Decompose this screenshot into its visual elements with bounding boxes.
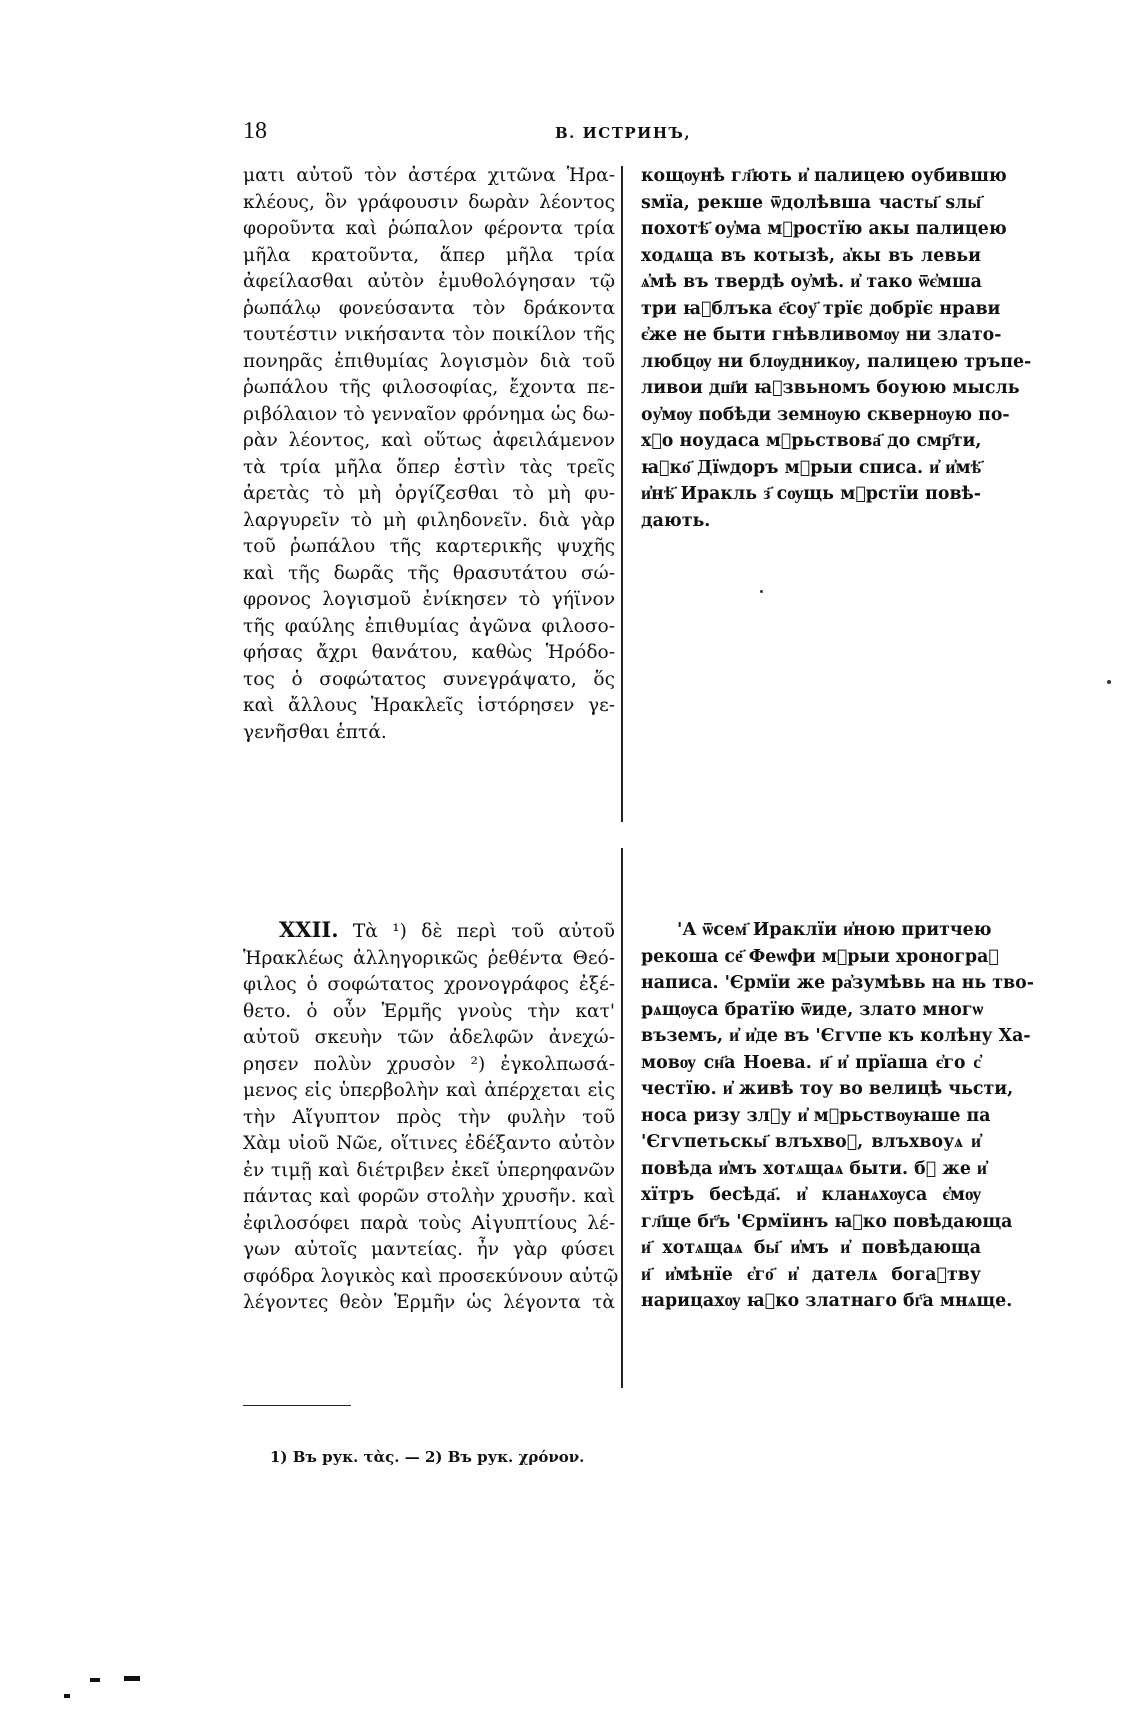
text-line: τῆς φαύλης ἐπιθυμίας ἀγῶνα φιλοσο-	[243, 615, 615, 637]
text-line: похотѣ҃ оу҆ма мⷣростїю акы палицею	[641, 219, 1007, 239]
running-head: В. ИСТРИНЪ,	[555, 124, 692, 142]
text-line: є҆же не быти гнѣвливомѹ ни злато-	[641, 325, 1002, 345]
text-line: мовѹ сн҃а Ноева. и҃ и҆ прїаша є҆го с҆	[641, 1052, 981, 1073]
page-number: 18	[243, 118, 267, 144]
text-line: и҆нѣ҃ Иракль з҃ сѹщь мⷣрстїи повѣ-	[641, 484, 981, 504]
text-line: τος ὁ σοφώτατος συνεγράψατο, ὅς	[243, 668, 615, 690]
text-line: ῥωπάλου τῆς φιλοσοφίας, ἔχοντα πε-	[243, 377, 615, 398]
text-line: повѣда и҆мъ хотѧщаѧ быти. бⷭ же и҆	[641, 1158, 987, 1179]
text-line: 'Єгѵпетьскы҃ влъхвоⷨ, влъхвоуѧ и҆	[641, 1132, 981, 1152]
text-line: рекоша се҃ Феѡфи мⷣрыи хронограⷪ	[641, 946, 999, 967]
text-line: ἐν τιμῇ καὶ διέτριβεν ἐκεῖ ὑπερηφανῶν	[243, 1159, 615, 1181]
greek-column-top	[243, 163, 615, 746]
section-first-line	[243, 917, 615, 946]
text-line: ꙗ҆ко҃ Дїѡдоръ мⷣрыи списа. и҆ и҆мѣ҃	[641, 457, 981, 478]
text-line: честїю. и҆ живѣ тоу во велицѣ чьсти,	[641, 1079, 1014, 1099]
text-line: ѕмїа, рекше ѿдолѣвша часты҃ ѕлы҃	[641, 192, 981, 213]
text-line: кощѹнѣ гл҃ють и҆ палицею оубившю	[641, 166, 1007, 186]
scan-speck	[64, 1694, 70, 1698]
text-line: μῆλα κρατοῦντα, ἅπερ μῆλα τρία	[243, 244, 615, 266]
scan-speck	[1107, 680, 1111, 684]
text-line: λέγοντες θεὸν Ἑρμῆν ὡς λέγοντα τὰ	[243, 1292, 615, 1313]
text-line: рѧщѹса братїю ѿиде, злато многѡ	[641, 999, 984, 1020]
text-line: любцѹ ни блѹдникѹ, палицею тръпе-	[641, 351, 1032, 372]
text-line: ριβόλαιον τὸ γενναῖον φρόνημα ὡς δω-	[243, 403, 615, 425]
text-line: φήσας ἄχρι θανάτου, καθὼς Ἡρόδο-	[243, 642, 615, 663]
text-line: ѧ҆мѣ въ твердѣ оу҆мѣ. и҆ тако ѿє҆мша	[641, 272, 982, 292]
text-line: три ꙗ҆блъка є҃соу҃ трїє добрїє нрави	[641, 298, 1001, 319]
text-line: ματι αὐτοῦ τὸν ἀστέρα χιτῶνα Ἡρα-	[243, 165, 615, 186]
column-divider-top	[621, 166, 623, 822]
text-line: оу҆мѹ побѣди земнѹю сквернѹю по-	[641, 404, 1010, 425]
text-line: ἐφιλοσόφει παρὰ τοὺς Αἰγυπτίους λέ-	[243, 1212, 615, 1234]
section-number: XXII.	[279, 917, 339, 942]
text-line: хⷮо ноудаса мⷣрьствова҃ до смр҃ти,	[641, 431, 982, 451]
text-line: ливои дш҃и ꙗ҆звьномъ боуюю мысль	[641, 378, 1020, 398]
text-line: ἀρετὰς τὸ μὴ ὀργίζεσθαι τὸ μὴ φυ-	[243, 483, 615, 504]
text-line: ῥωπάλῳ φονεύσαντα τὸν δράκοντα	[243, 297, 615, 319]
text-line: Ἡρακλέως ἀλληγορικῶς ῥεθέντα Θεό-	[243, 947, 615, 969]
text-line: αὐτοῦ σκευὴν τῶν ἀδελφῶν ἀνεχώ-	[243, 1027, 615, 1048]
scan-speck	[760, 590, 763, 593]
text-line: γων αὐτοῖς μαντείας. ἦν γὰρ φύσει	[243, 1239, 615, 1260]
text-line: πάντας καὶ φορῶν στολὴν χρυσῆν. καὶ	[243, 1186, 615, 1207]
text-line: λαργυρεῖν τὸ μὴ φιληδονεῖν. διὰ γὰρ	[243, 509, 615, 531]
text-line: πονηρᾶς ἐπιθυμίας λογισμὸν διὰ τοῦ	[243, 350, 615, 372]
text-line: τὴν Αἴγυπτον πρὸς τὴν φυλὴν τοῦ	[243, 1106, 615, 1128]
scan-speck	[90, 1678, 100, 1682]
text-line: нарицахѹ ꙗ҆ко златнаго бг҃а мнѧще.	[641, 1291, 1013, 1311]
text-line: τουτέστιν νικήσαντα τὸν ποικίλον τῆς	[243, 324, 615, 345]
scan-speck	[124, 1676, 140, 1681]
column-divider-bottom	[621, 848, 623, 1388]
text-line: въземъ, и҆ и҆де въ 'Єгѵпе къ колѣну Ха-	[641, 1026, 1031, 1046]
footnotes: 1) Въ рук. τὰς. — 2) Въ рук. χρόνον.	[270, 1448, 585, 1466]
text-line: φρονος λογισμοῦ ἐνίκησεν τὸ γήϊνον	[243, 589, 615, 610]
text-line: дають.	[641, 510, 711, 531]
text-line: написа. 'Єрмїи же ра҆зумѣвь на нь тво-	[641, 973, 1034, 993]
text-line: καὶ τῆς δωρᾶς τῆς θρασυτάτου σώ-	[243, 562, 615, 584]
text-line: 'А ѿсем҃ Ираклїи и҆ною притчею	[677, 920, 992, 940]
greek-column-bottom	[243, 917, 619, 1317]
text-line: Χὰμ υἱοῦ Νῶε, οἵτινες ἐδέξαντο αὐτὸν	[243, 1133, 615, 1154]
text-line: τὰ τρία μῆλα ὅπερ ἐστὶν τὰς τρεῖς	[243, 456, 615, 478]
text-line: носа ризу злⷮу и҆ мⷣрьствѹꙗше па	[641, 1105, 991, 1126]
text-line: ходѧща въ котызѣ, а҆кы въ левьи	[641, 245, 981, 266]
footnote-rule	[243, 1405, 351, 1406]
text-line: καὶ ἄλλους Ἡρακλεῖς ἱστόρησεν γε-	[243, 695, 615, 716]
slavonic-column-top	[641, 163, 1032, 534]
text-line: μενος εἰς ὑπερβολὴν καὶ ἀπέρχεται εἰς	[243, 1080, 615, 1101]
text-line: хїтръ бесѣда҃. и҆ кланѧхѹса є҆мѹ	[641, 1185, 981, 1205]
text-line: ἀφείλασθαι αὐτὸν ἐμυθολόγησαν τῷ	[243, 271, 615, 292]
text-line: γενῆσθαι ἑπτά.	[243, 721, 387, 743]
slavonic-column-bottom	[641, 917, 1034, 1315]
text-line: ρὰν λέοντος, καὶ οὕτως ἀφειλάμενον	[243, 430, 615, 451]
page-header	[243, 118, 963, 158]
text-line: θετο. ὁ οὖν Ἑρμῆς γνοὺς τὴν κατ'	[243, 1000, 615, 1022]
text-line: и҃ хотѧщаѧ бы҃ и҆мъ и҆ повѣдающа	[641, 1238, 981, 1258]
text-line: κλέους, ὃν γράφουσιν δωρὰν λέοντος	[243, 191, 615, 213]
text-line: τοῦ ῥωπάλου τῆς καρτερικῆς ψυχῆς	[243, 536, 615, 557]
text-line: Τὰ ¹) δὲ περὶ τοῦ αὐτοῦ	[352, 921, 615, 942]
text-line: φιλος ὁ σοφώτατος χρονογράφος ἐξέ-	[243, 974, 615, 995]
text-line: φοροῦντα καὶ ῥώπαλον φέροντα τρία	[243, 218, 615, 239]
text-line: ρησεν πολὺν χρυσὸν ²) ἐγκολπωσά-	[243, 1053, 615, 1075]
text-line: и҃ и҆мѣнїе є҆го҃ и҆ дателѧ богаⷭтву	[641, 1264, 981, 1285]
text-line: σφόδρα λογικὸς καὶ προσεκύνουν αὐτῷ	[243, 1265, 619, 1287]
text-line: гл҃ще бг҃ъ 'Єрмїинъ ꙗ҆ко повѣдающа	[641, 1211, 1013, 1232]
